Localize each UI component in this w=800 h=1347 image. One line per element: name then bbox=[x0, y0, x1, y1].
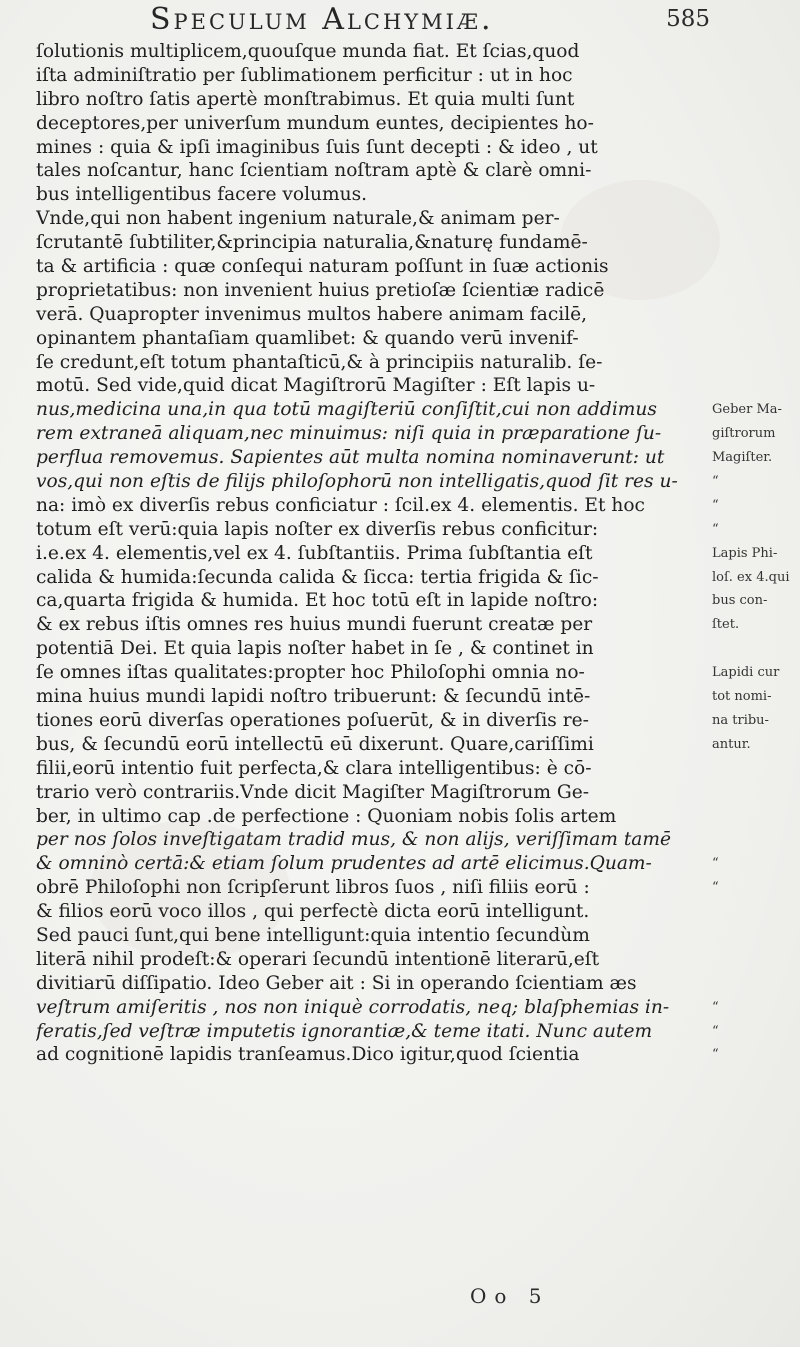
main-text-block bbox=[36, 40, 706, 1067]
text-line: ſolutionis multiplicem,quouſque munda fiat. Et ſcias,quod bbox=[36, 41, 580, 62]
margin-note-line bbox=[712, 207, 798, 231]
margin-note-line bbox=[712, 900, 798, 924]
margin-note-line: ſtet. bbox=[712, 617, 740, 633]
margin-note-line: “ bbox=[712, 521, 719, 537]
text-line: ad cognitionē lapidis tranſeamus.Dico igitur,quod ſcientia bbox=[36, 1044, 580, 1066]
text-line: ſcrutantē ſubtiliter,&principia naturalia,&naturę fundamē- bbox=[36, 232, 588, 254]
text-line: motū. Sed vide,quid dicat Magiſtrorū Magiſter : Eſt lapis u- bbox=[36, 375, 596, 397]
text-line: potentiā Dei. Et quia lapis noſter habet in ſe , & continet in bbox=[36, 638, 594, 660]
text-line: feratis,ſed veſtræ imputetis ignorantiæ,& teme itati. Nunc autem bbox=[36, 1020, 653, 1042]
text-line: vos,qui non eſtis de filijs philoſophorū non intelligatis,quod ſit res u- bbox=[36, 471, 678, 493]
text-line: veſtrum amiſeritis , nos non iniquè corrodatis, neq; blaſphemias in- bbox=[36, 996, 670, 1018]
text-line: proprietatibus: non invenient huius pretioſæ ſcientiæ radicē bbox=[36, 279, 605, 301]
text-line: & ex rebus iſtis omnes res huius mundi fuerunt creatæ per bbox=[36, 614, 593, 636]
margin-note-line bbox=[712, 279, 798, 303]
margin-note-line bbox=[712, 948, 798, 972]
text-line: & filios eorū voco illos , qui perfectè dicta eorū intelligunt. bbox=[36, 901, 590, 923]
text-line: perflua removemus. Sapientes aūt multa nomina nominaverunt: ut bbox=[36, 447, 665, 469]
text-line: nus,medicina una,in qua totū magiſteriū conſiſtit,cui non addimus bbox=[36, 399, 657, 421]
text-line: divitiarū diſſipatio. Ideo Geber ait : Si in operando ſcientiam æs bbox=[36, 972, 637, 994]
margin-note-line bbox=[712, 64, 798, 88]
margin-note-line: Lapis Phi- bbox=[712, 545, 778, 561]
margin-note-line bbox=[712, 88, 798, 112]
text-line: mines : quia & ipſi imaginibus ſuis ſunt decepti : & ideo , ut bbox=[36, 136, 598, 158]
margin-note-line: “ bbox=[712, 497, 719, 513]
margin-note-line bbox=[712, 136, 798, 160]
text-line: Vnde,qui non habent ingenium naturale,& animam per- bbox=[36, 208, 560, 230]
text-line: Sed pauci ſunt,qui bene intelligunt:quia intentio ſecundùm bbox=[36, 924, 590, 946]
text-line: calida & humida:ſecunda calida & ſicca: tertia frigida & ſic- bbox=[36, 566, 599, 588]
text-line: tales noſcantur, hanc ſcientiam noſtram aptè & clarè omni- bbox=[36, 160, 592, 182]
text-line: ſe credunt,eſt totum phantaſticū,& à principiis naturalib. ſe- bbox=[36, 351, 603, 373]
margin-note-line bbox=[712, 255, 798, 279]
text-line: bus, & ſecundū eorū intellectū eū dixerunt. Quare,cariſſimi bbox=[36, 733, 594, 755]
margin-note-line bbox=[712, 183, 798, 207]
text-line: obrē Philoſophi non ſcripſerunt libros ſuos , niſi filiis eorū : bbox=[36, 877, 590, 899]
margin-note-line bbox=[712, 159, 798, 183]
text-line: bus intelligentibus facere volumus. bbox=[36, 184, 368, 206]
text-line: mina huius mundi lapidi noſtro tribuerunt: & ſecundū intē- bbox=[36, 686, 591, 708]
margin-note-line: “ bbox=[712, 1023, 719, 1039]
text-line: per nos ſolos inveſtigatam tradid mus, & non alijs, veriſſimam tamē bbox=[36, 829, 672, 851]
margin-note-line bbox=[712, 805, 798, 829]
text-line: iſta adminiſtratio per ſublimationem perficitur : ut in hoc bbox=[36, 64, 573, 86]
margin-note-line: tot nomi- bbox=[712, 689, 772, 705]
page-number: 585 bbox=[666, 6, 710, 32]
margin-note-line: Geber Ma- bbox=[712, 402, 782, 418]
margin-note-line bbox=[712, 924, 798, 948]
text-line: filii,eorū intentio fuit perfecta,& clara intelligentibus: è cō- bbox=[36, 757, 592, 779]
marginal-notes bbox=[712, 40, 798, 1067]
text-line: rem extraneā aliquam,nec minuimus: niſi quia in præparatione ſu- bbox=[36, 423, 662, 445]
margin-note-line bbox=[712, 781, 798, 805]
margin-note-line: “ bbox=[712, 880, 719, 896]
text-line: ta & artificia : quæ conſequi naturam poſſunt in ſuæ actionis bbox=[36, 256, 609, 278]
margin-note-line: antur. bbox=[712, 736, 751, 752]
margin-note-line bbox=[712, 637, 798, 661]
text-line: ſe omnes iſtas qualitates:propter hoc Philoſophi omnia no- bbox=[36, 662, 585, 684]
margin-note-line: giſtrorum bbox=[712, 426, 776, 442]
margin-note-line bbox=[712, 351, 798, 375]
margin-note-line bbox=[712, 828, 798, 852]
text-line: totum eſt verū:quia lapis noſter ex diverſis rebus conficitur: bbox=[36, 518, 599, 540]
margin-note-line: na tribu- bbox=[712, 712, 769, 728]
text-line: libro noſtro ſatis apertè monſtrabimus. Et quia multi ſunt bbox=[36, 88, 575, 110]
margin-note-line: Magiſter. bbox=[712, 450, 773, 466]
text-line: & omninò certā:& etiam ſolum prudentes ad artē elicimus.Quam- bbox=[36, 853, 652, 875]
margin-note-line bbox=[712, 303, 798, 327]
text-line: verā. Quapropter invenimus multos habere animam facilē, bbox=[36, 303, 588, 325]
running-head bbox=[150, 2, 710, 42]
margin-note-line: “ bbox=[712, 1047, 719, 1063]
signature-mark: Oo 5 bbox=[470, 1284, 550, 1308]
margin-note-line: “ bbox=[712, 999, 719, 1015]
text-line: trario verò contrariis.Vnde dicit Magiſter Magiſtrorum Ge- bbox=[36, 781, 590, 803]
margin-note-line bbox=[712, 374, 798, 398]
margin-note-line: loſ. ex 4.qui bbox=[712, 569, 790, 585]
margin-note-line bbox=[712, 231, 798, 255]
margin-note-line bbox=[712, 327, 798, 351]
text-line: i.e.ex 4. elementis,vel ex 4. ſubſtantiis. Prima ſubſtantia eſt bbox=[36, 542, 593, 564]
text-line: literā nihil prodeſt:& operari ſecundū intentionē literarū,eſt bbox=[36, 948, 600, 970]
running-title: Speculum Alchymiæ. bbox=[150, 2, 494, 37]
margin-note-line bbox=[712, 972, 798, 996]
text-line: tiones eorū diverſas operationes poſuerūt, & in diverſis re- bbox=[36, 709, 589, 731]
text-line: ber, in ultimo cap .de perfectione : Quoniam nobis ſolis artem bbox=[36, 805, 617, 827]
margin-note-line bbox=[712, 40, 798, 64]
text-line: na: imò ex diverſis rebus conficiatur : ſcil.ex 4. elementis. Et hoc bbox=[36, 494, 645, 516]
text-line: ca,quarta frigida & humida. Et hoc totū eſt in lapide noſtro: bbox=[36, 590, 599, 612]
margin-note-line: Lapidi cur bbox=[712, 665, 780, 681]
margin-note-line: “ bbox=[712, 856, 719, 872]
margin-note-line: “ bbox=[712, 474, 719, 490]
margin-note-line bbox=[712, 757, 798, 781]
margin-note-line: bus con- bbox=[712, 593, 768, 609]
text-line: opinantem phantaſiam quamlibet: & quando verū invenif- bbox=[36, 327, 579, 349]
margin-note-line bbox=[712, 112, 798, 136]
text-line: deceptores,per univerſum mundum euntes, decipientes ho- bbox=[36, 112, 594, 134]
